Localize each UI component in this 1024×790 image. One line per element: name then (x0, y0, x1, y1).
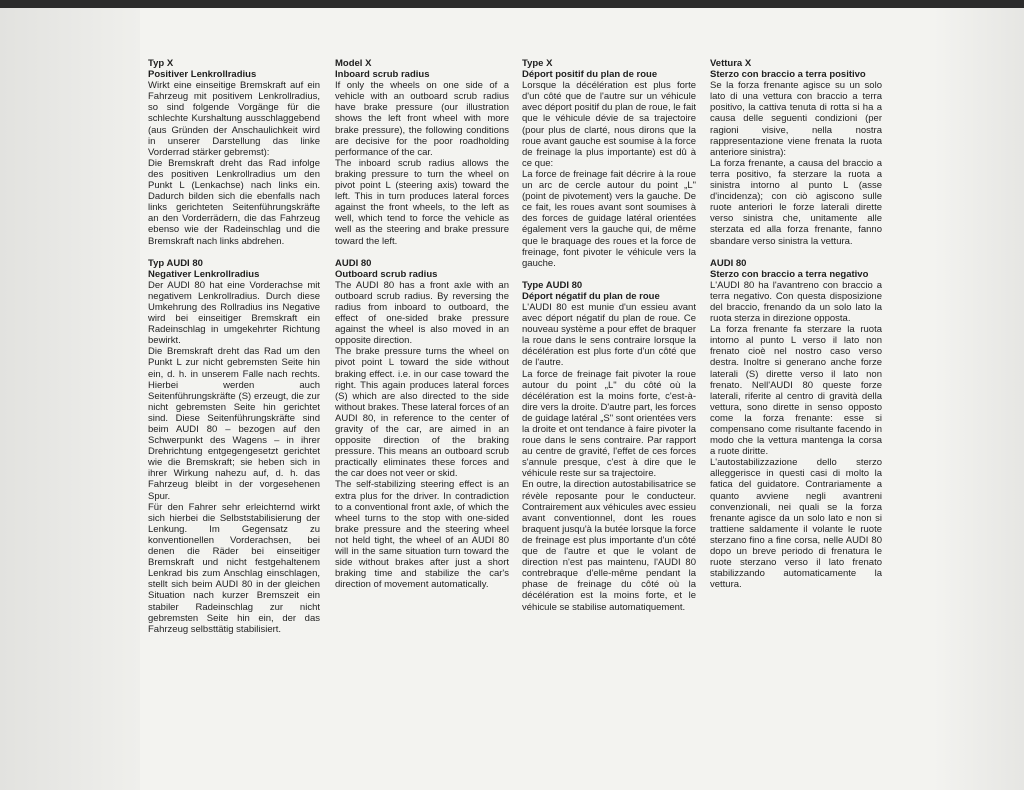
paragraph: Wirkt eine einseitige Bremskraft auf ein Fahrzeug mit positivem Lenkrollradius, so sind folgende Vorgänge für die schlechte Kurshaltung ausschlaggebend (aus Gründen der Anschaulichkeit wird in unserer Darstellung das linke Vorderrad stärker gebremst): (148, 80, 320, 158)
section-heading: Type AUDI 80 (522, 279, 583, 291)
section-subheading: Outboard scrub radius (335, 268, 438, 280)
section-subheading: Positiver Lenkrollradius (148, 69, 257, 81)
section-heading: Typ AUDI 80 (148, 257, 203, 269)
paragraph: L'autostabilizzazione dello sterzo alleggerisce in questi casi di molto la fatica del guidatore. Contrariamente a quanto avviene negli avantreni convenzionali, nei quali se la forza frenante agisce da un solo lato e non si trattiene saldamente il volante le ruote sterzano fino a fine corsa, nelle AUDI 80 dopo un breve periodo di frenatura le ruote sterzano verso il lato frenato stabilizzando automaticamente la vettura. (710, 457, 882, 591)
left-margin (0, 8, 140, 790)
paragraph: Für den Fahrer sehr erleichternd wirkt sich hierbei die Selbststabilisierung der Lenkung. Im Gegensatz zu konventionellen Vorderachsen, bei denen die Räder bei einseitiger Bremskraft und nicht festgehaltenem Lenkrad bis zum Anschlag einschlagen, stellt sich beim AUDI 80 in der gleichen Situation nach kurzer Bremszeit ein stabiler Radeinschlag zur nicht gebremsten Seite hin ein, der das Fahrzeug selbsttätig stabilisiert. (148, 501, 320, 635)
paragraph: Lorsque la décélération est plus forte d'un côté que de l'autre sur un véhicule avec déport positif du plan de roue, le fait que le véhicule dévie de sa trajectoire (pour plus de clarté, nous dirons que la roue avant gauche est soumise à la force de freinage la plus importante) est dû à ce que: (522, 80, 696, 169)
column-italian (710, 58, 882, 590)
paragraph: Der AUDI 80 hat eine Vorderachse mit negativem Lenkrollradius. Durch diese Umkehrung des Rollradius ins Negative wird bei einseitiger Bremskraft ein Radeinschlag in umgekehrter Richtung bewirkt. (148, 279, 320, 347)
paragraph: L'AUDI 80 ha l'avantreno con braccio a terra negativo. Con questa disposizione del braccio, frenando da un solo lato la ruota sterza in direzione opposta. (710, 279, 882, 325)
paragraph: Die Bremskraft dreht das Rad um den Punkt L zur nicht gebremsten Seite hin ein, d. h. in unserem Falle nach rechts. Hierbei werden auch Seitenführungskräfte (S) erzeugt, die zur nicht gebremsten Seite hin gerichtet sind. Diese Seitenführungskräfte sind beim AUDI 80 – bezogen auf den Schwerpunkt des Wagens – in ihrer Drehrichtung entgegengesetzt gerichtet wie die Bremskraft; sie heben sich in ihrer Wirkung nahezu auf, d. h. das Fahrzeug bleibt in der vorgesehenen Spur. (148, 346, 320, 502)
paragraph: The AUDI 80 has a front axle with an outboard scrub radius. By reversing the radius from inboard to outboard, the effect of one-sided brake pressure against the wheel is also moved in an opposite direction. (335, 279, 509, 347)
paragraph: Se la forza frenante agisce su un solo lato di una vettura con braccio a terra positivo, la cattiva tenuta di rotta si ha a causa delle seguenti condizioni (per ragioni visive, nella nostra rappresentazione viene frenata la ruota anteriore sinistra): (710, 80, 882, 158)
right-margin (934, 8, 1024, 790)
paragraph: La force de freinage fait pivoter la roue autour du point „L" du côté où la décélération est la moins forte, c'est-à-dire vers la droite. D'autre part, les forces de guidage latéral „S" sont orientées vers la droite et ont tendance à faire pivoter la roue dans le sens contraire. Par rapport au centre de gravité, l'effet de ces forces s'annule presque, c'est à dire que le véhicule reste sur sa trajectoire. (522, 368, 696, 480)
column-german (148, 58, 320, 635)
section-heading: Vettura X (710, 58, 752, 69)
paragraph: La force de freinage fait décrire à la roue un arc de cercle autour du point „L" (point de pivotement) vers la gauche. De ce fait, les roues avant sont soumises à des forces de guidage latéral orientées également vers la gauche qui, de même que le braquage des roues et la force de freinage, font pivoter le véhicule vers la gauche. (522, 168, 696, 269)
paragraph: If only the wheels on one side of a vehicle with an outboard scrub radius have brake pressure (our illustration shows the left front wheel with more brake pressure), the following conditions are decisive for the poor roadholding performance of the car. (335, 80, 509, 158)
paragraph: L'AUDI 80 est munie d'un essieu avant avec déport négatif du plan de roue. Ce nouveau système a pour effet de braquer la roue dans le sens contraire lorsque la décélération est plus forte d'un côté que de l'autre. (522, 301, 696, 369)
paragraph: La forza frenante, a causa del braccio a terra positivo, fa sterzare la ruota a sinistra intorno al punto L (asse d'incidenza); con ciò agiscono sulle ruote anteriori le forze laterali dirette verso sinistra che, unitamente alle sterzata ed alla forza frenante, fanno sbandare verso sinistra la vettura. (710, 157, 882, 247)
section-heading: Model X (335, 58, 372, 69)
section-heading: AUDI 80 (710, 257, 747, 269)
paragraph: Die Bremskraft dreht das Rad infolge des positiven Lenkrollradius um den Punkt L (Lenkachse) nach links ein. Dadurch bilden sich die ebenfalls nach links gerichteten Seitenführungskräfte an den Vorderrädern, die das Fahrzeug ebenso wie der Radeinschlag und die Bremskraft nach links abdrehen. (148, 157, 320, 247)
paragraph: The inboard scrub radius allows the braking pressure to turn the wheel on pivot point L (steering axis) toward the left. This in turn produces lateral forces against the front wheels, to the left as well, which tend to force the vehicle as well as the steering and brake pressure toward the left. (335, 157, 509, 247)
section-heading: Type X (522, 58, 553, 69)
paragraph: La forza frenante fa sterzare la ruota intorno al punto L verso il lato non frenato cioè nel nostro caso verso destra. Inoltre si generano anche forze laterali (S) dirette verso il lato non frenato. Nell'AUDI 80 queste forze laterali, riferite al centro di gravità della vettura, sono dirette in senso opposto come la forza frenante: esse si compensano come risultante facendo in modo che la vettura mantenga la corsa a ruote diritte. (710, 324, 882, 458)
section-heading: Typ X (148, 58, 174, 69)
section-subheading: Sterzo con braccio a terra negativo (710, 268, 869, 280)
paragraph: The brake pressure turns the wheel on pivot point L toward the side without braking effect. i.e. in our case toward the right. This again produces lateral forces (S) which are also directed to the side without brakes. These lateral forces of an AUDI 80, in reference to the center of gravity of the car, are aimed in an opposite direction of the braking pressure. This means an outboard scrub practically eliminates these forces and the car does not veer or skid. (335, 346, 509, 480)
section-heading: AUDI 80 (335, 257, 372, 269)
section-subheading: Sterzo con braccio a terra positivo (710, 69, 866, 81)
section-subheading: Déport positif du plan de roue (522, 69, 658, 81)
section-subheading: Déport négatif du plan de roue (522, 290, 660, 302)
paragraph: En outre, la direction autostabilisatrice se révèle reposante pour le conducteur. Contrairement aux véhicules avec essieu avant conventionnel, dont les roues braquent jusqu'à la butée lorsque la force de freinage est plus importante d'un côté que de l'autre et que le volant de direction n'est pas maintenu, l'AUDI 80 contrebraque d'elle-même pendant la phase de freinage du côté où la décélération est la moins forte, et le véhicule se stabilise automatiquement. (522, 479, 696, 613)
section-subheading: Negativer Lenkrollradius (148, 268, 260, 280)
scan-top-edge (0, 0, 1024, 8)
paragraph: The self-stabilizing steering effect is an extra plus for the driver. In contradiction to a conventional front axle, of which the wheel turns to the stop with one-sided brake pressure and the steering wheel not held tight, the wheel of an AUDI 80 will in the same situation turn toward the side without brakes after just a short braking time and stabilize the car's direction of movement automatically. (335, 479, 509, 591)
section-subheading: Inboard scrub radius (335, 69, 430, 81)
column-french (522, 58, 696, 613)
column-english (335, 58, 509, 590)
document-page (0, 8, 1024, 790)
